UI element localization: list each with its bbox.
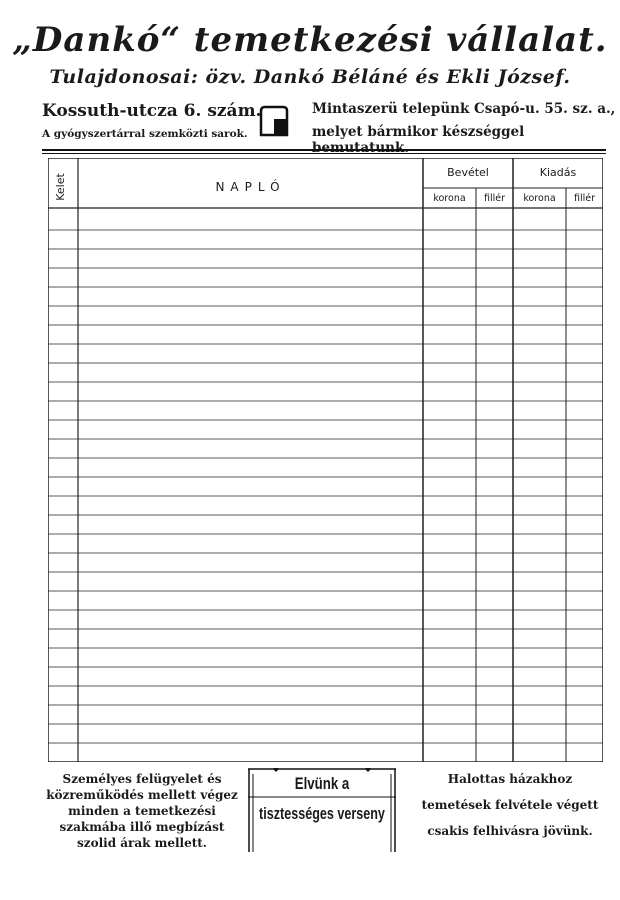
header-divider-thin xyxy=(42,153,606,154)
address-note: A gyógyszertárral szemközti sarok. xyxy=(42,128,248,140)
call-note xyxy=(410,771,610,839)
address-line: Kossuth-utcza 6. szám. xyxy=(42,101,262,121)
ledger-grid xyxy=(48,158,603,762)
motto-box xyxy=(248,768,396,852)
site-line: Mintaszerü telepünk Csapó-u. 55. sz. a., xyxy=(312,101,616,117)
call-note-line-2: temetések felvétele végett xyxy=(421,798,599,812)
motto-line-2: tisztességes verseny xyxy=(259,804,385,823)
column-header-day: Kelet xyxy=(54,173,67,201)
site-note: melyet bármikor készséggel bemutatunk. xyxy=(312,124,525,156)
column-header-journal: NAPLÓ xyxy=(215,180,286,194)
expense-filler-header: fillér xyxy=(573,193,595,204)
motto-line-1: Elvünk a xyxy=(294,774,350,793)
service-note: Személyes felügyelet és közreműködés mellett végez minden a temetkezési szakmába illő megbízást szolid árak mellett. xyxy=(46,772,238,850)
expense-crown-header: korona xyxy=(523,193,556,204)
column-header-expense: Kiadás xyxy=(539,166,577,179)
header-divider xyxy=(42,149,606,151)
owners-line: Tulajdonosai: özv. Dankó Béláné és Ekli József. xyxy=(49,66,571,88)
income-crown-header: korona xyxy=(433,193,466,204)
square-seal-icon xyxy=(258,105,290,137)
call-note-line-3: csakis felhivásra jövünk. xyxy=(427,824,593,838)
ledger-table xyxy=(48,158,603,762)
column-header-income: Bevétel xyxy=(447,166,489,179)
income-filler-header: fillér xyxy=(483,193,505,204)
call-note-line-1: Halottas házakhoz xyxy=(447,772,573,786)
page-title: „Dankó“ temetkezési vállalat. xyxy=(12,20,608,60)
